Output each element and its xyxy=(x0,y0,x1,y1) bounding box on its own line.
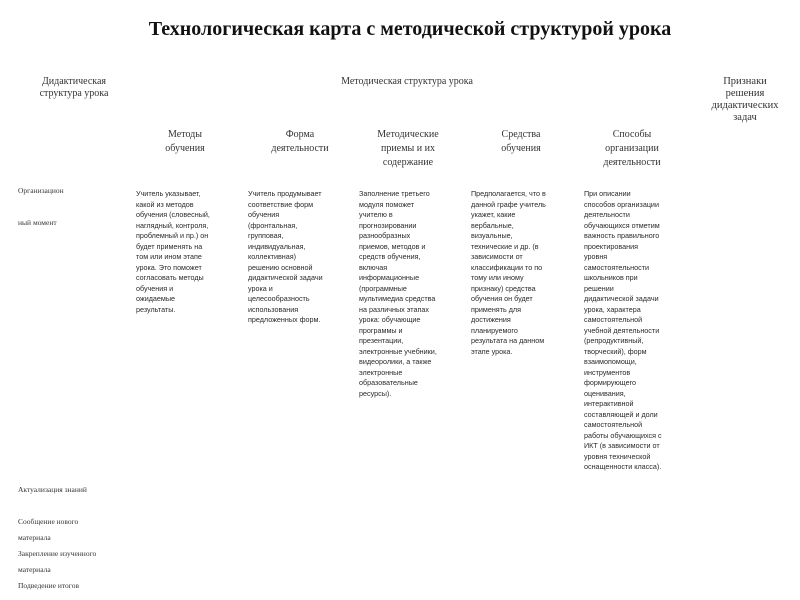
header-signs: Признаки решения дидактических задач xyxy=(711,76,779,123)
column-header-activity-form: Форма деятельности xyxy=(271,129,329,154)
cell-activity-form: Учитель продумывает соответствие форм обучения (фронтальная, групповая, индивидуальная, коллективная) решению основной дидактической задачи урока и целесообразность использования предложенных форм. xyxy=(248,189,323,324)
stage-consolidation: Закрепление изученного материала xyxy=(18,549,97,574)
cell-methods: Учитель указывает, какой из методов обучения (словесный, наглядный, контроля, проблемный и пр.) он будет применять на том или ином этапе урока. Это поможет согласовать методы обучения и ожидаемые результаты. xyxy=(136,189,210,314)
column-header-methodical-techniques: Методические приемы и их содержание xyxy=(377,129,439,168)
cell-teaching-tools: Предполагается, что в данной графе учитель укажет, какие вербальные, визуальные, технические и др. (в зависимости от классификации то по тому или иному признаку) средства обучения он будет применять для достижения планируемого результата на данном этапе урока. xyxy=(471,189,546,356)
stage-summary: Подведение итогов xyxy=(18,581,79,590)
header-methodical-structure: Методическая структура урока xyxy=(341,76,473,87)
stage-new-material: Сообщение нового материала xyxy=(18,517,79,542)
column-header-teaching-tools: Средства обучения xyxy=(501,129,541,154)
column-header-methods: Методы обучения xyxy=(165,129,205,154)
page-title: Технологическая карта с методической структурой урока xyxy=(148,18,672,40)
stage-knowledge-actualization: Актуализация знаний xyxy=(18,485,87,494)
stage-organizational-moment: Организацион ный момент xyxy=(18,186,64,227)
cell-organization-methods: При описании способов организации деятельности обучающихся отметим важность правильного проектирования уровня самостоятельности школьников при решении дидактической задачи урока, характера самостоятельной учебной деятельности (репродуктивный, творческий), форм взаимопомощи, инструментов формирующего оценивания, интерактивной составляющей и доли самостоятельной работы обучающихся с ИКТ (в зависимости от уровня технической оснащенности класса). xyxy=(584,189,662,471)
column-header-organization-methods: Способы организации деятельности xyxy=(603,129,661,168)
header-didactic-structure: Дидактическая структура урока xyxy=(39,76,109,99)
cell-methodical-techniques: Заполнение третьего модуля поможет учителю в прогнозировании разнообразных приемов, методов и средств обучения, включая информационные (программные мультимедиа средства на различных этапах урока: обучающие программы и презентации, электронные учебники, видеоролики, а также электронные образовательные ресурсы). xyxy=(359,189,437,398)
